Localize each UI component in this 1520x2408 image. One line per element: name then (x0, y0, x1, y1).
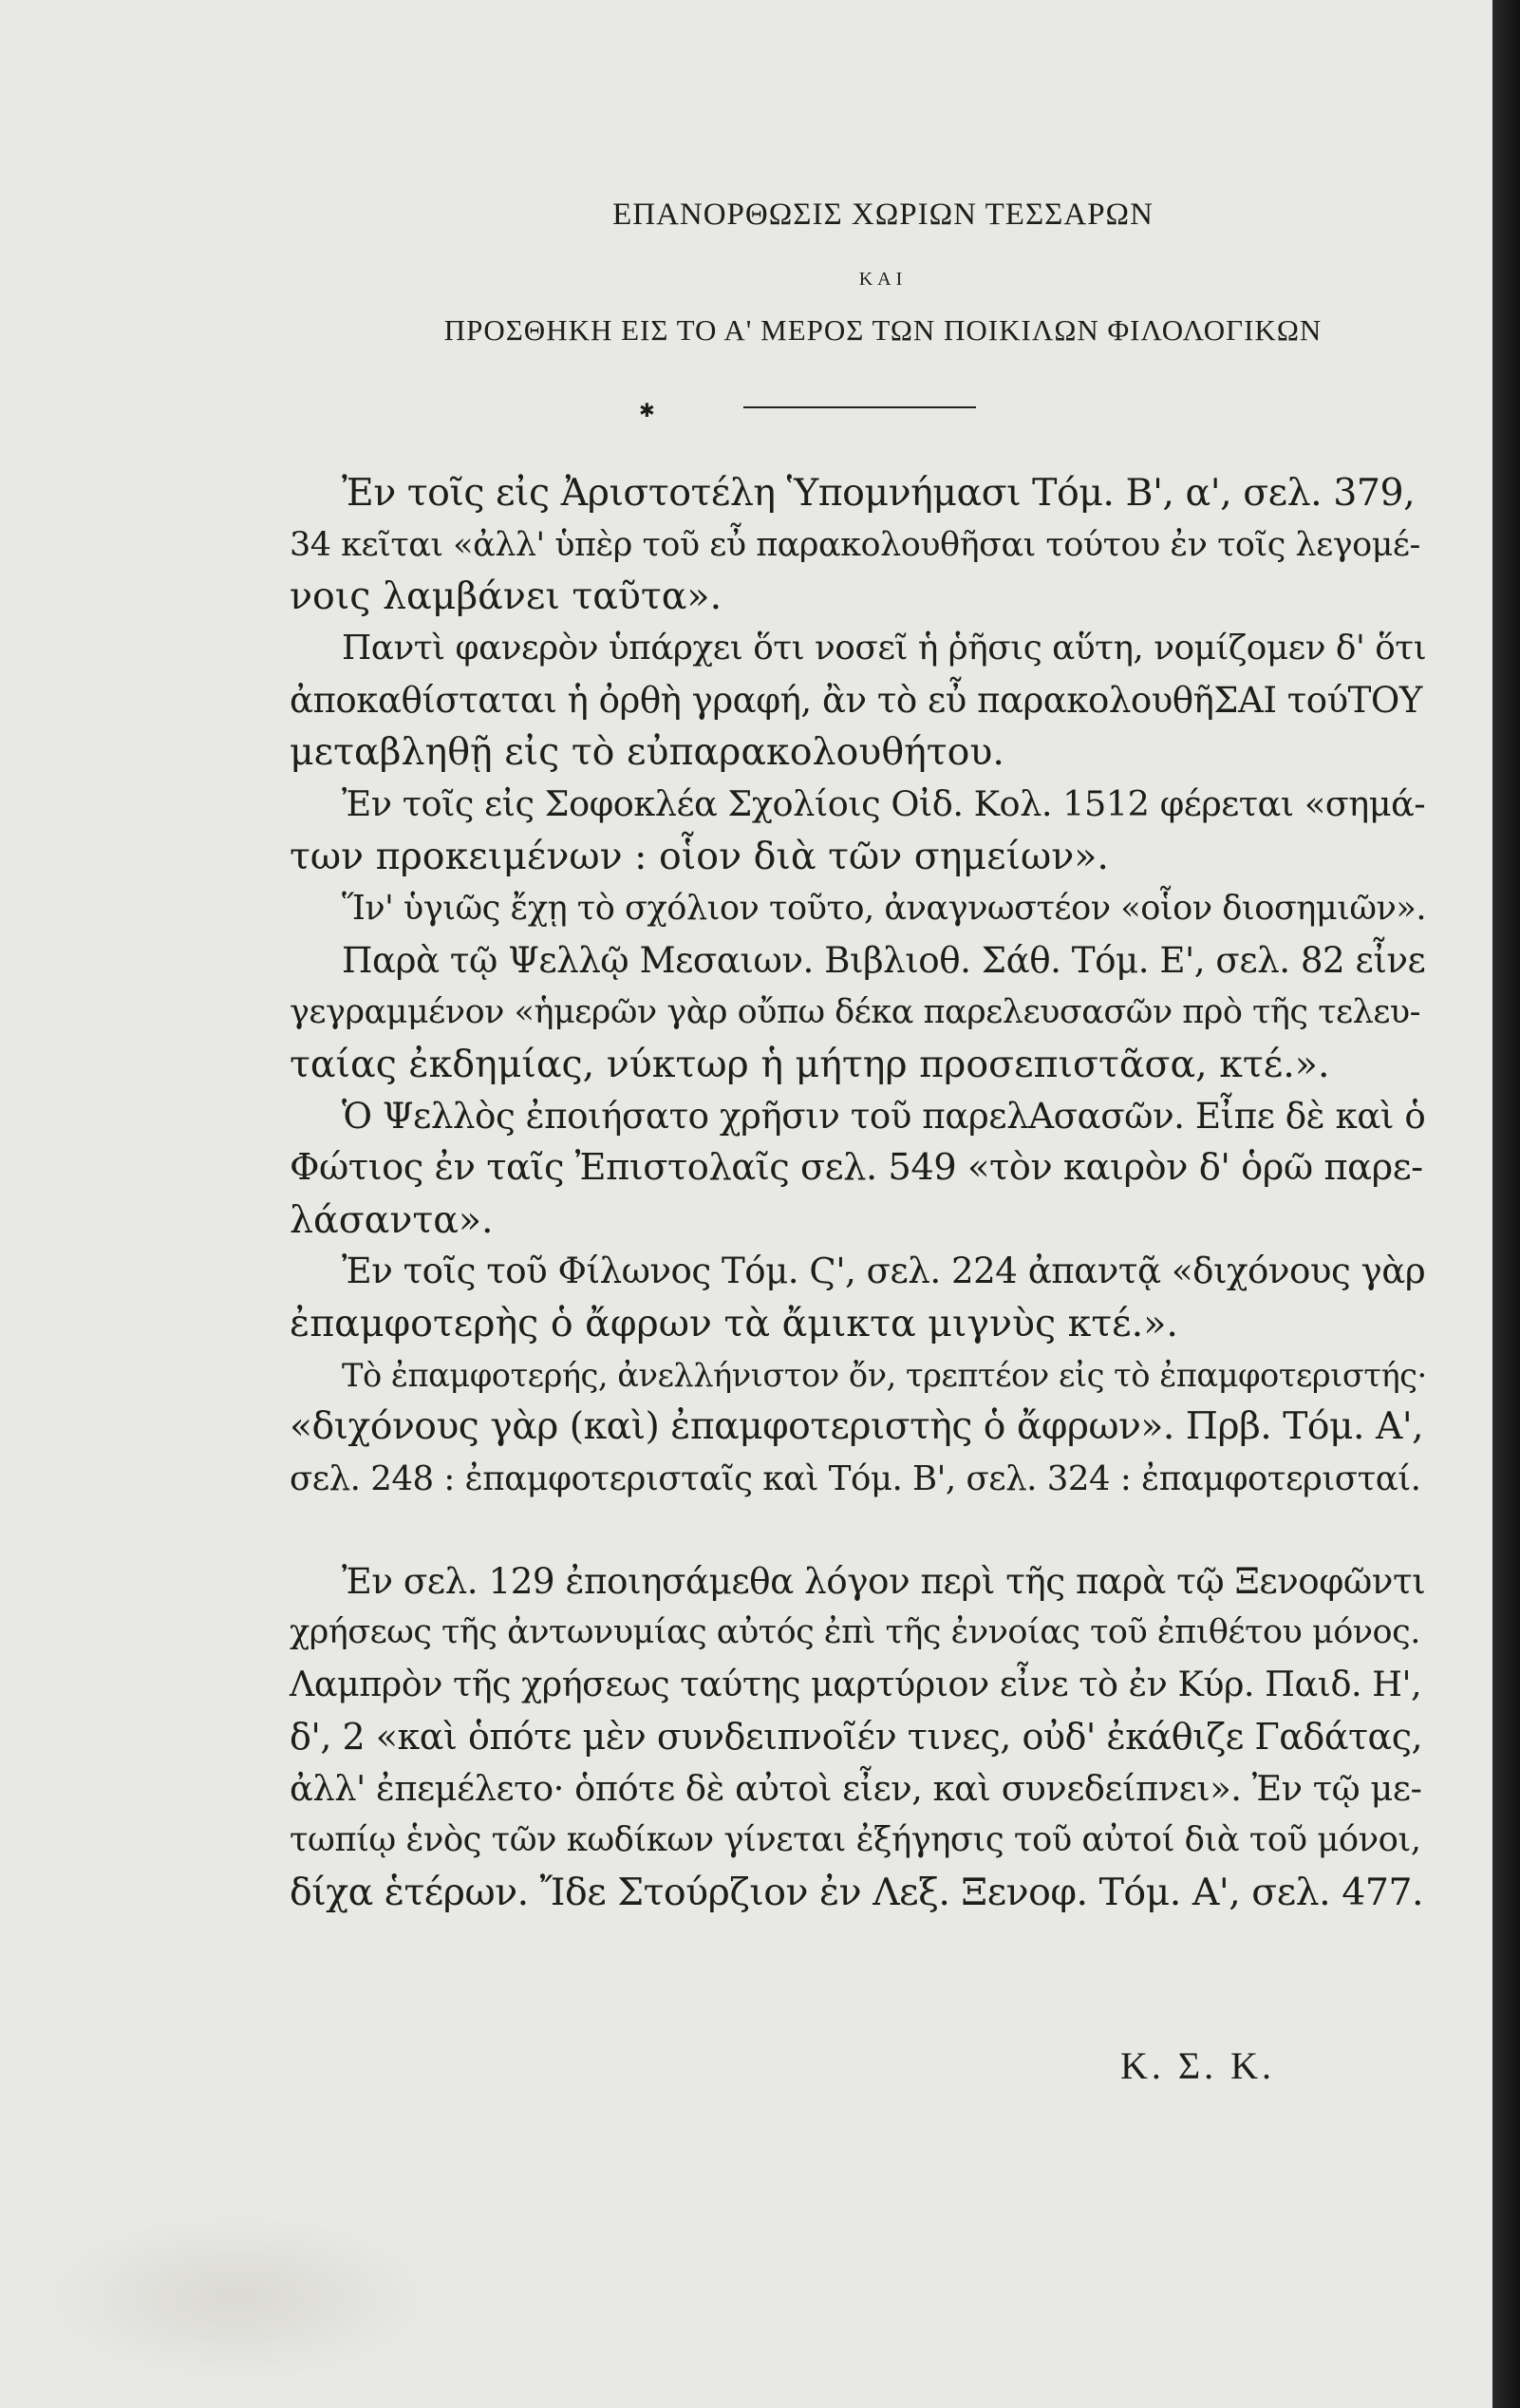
text-line: Λαμπρὸν τῆς χρήσεως ταύτης μαρτύριον εἶνε τὸ ἐν Κύρ. Παιδ. Η', (290, 1664, 1422, 1705)
asterisk-icon: ✱ (639, 399, 655, 422)
text-line: Παντὶ φανερὸν ὑπάρχει ὅτι νοσεῖ ἡ ῥῆσις αὕτη, νομίζομεν δ' ὅτι (342, 629, 1427, 668)
text-line: μεταβληθῇ εἰς τὸ εὐπαρακολουθήτου. (290, 730, 1004, 775)
text-line: Παρὰ τῷ Ψελλῷ Μεσαιων. Βιβλιοθ. Σάθ. Τόμ. Ε', σελ. 82 εἶνε (342, 939, 1426, 982)
title-line-2: ΠΡΟΣΘΗΚΗ ΕΙΣ ΤΟ Α' ΜΕΡΟΣ ΤΩΝ ΠΟΙΚΙΛΩΝ ΦΙΛΟΛΟΓΙΚΩΝ (443, 313, 1323, 347)
text-line: σελ. 248 : ἐπαμφοτερισταῖς καὶ Τόμ. Β', σελ. 324 : ἐπαμφοτερισταί. (290, 1459, 1421, 1499)
text-line: δ', 2 «καὶ ὁπότε μὲν συνδειπνοῖέν τινες, οὐδ' ἐκάθιζε Γαδάτας, (290, 1715, 1423, 1758)
text-line: Ἵν' ὑγιῶς ἔχῃ τὸ σχόλιον τοῦτο, ἀναγνωστέον «οἷον διοσημιῶν». (342, 888, 1427, 928)
text-line: των προκειμένων : οἷον διὰ τῶν σημείων». (290, 834, 1109, 878)
text-line: Φώτιος ἐν ταῖς Ἐπιστολαῖς σελ. 549 «τὸν καιρὸν δ' ὁρῶ παρε- (290, 1145, 1423, 1189)
text-line: χρήσεως τῆς ἀντωνυμίας αὐτός ἐπὶ τῆς ἐννοίας τοῦ ἐπιθέτου μόνος. (290, 1613, 1420, 1652)
title-line-1: ΕΠΑΝΟΡΘΩΣΙΣ ΧΩΡΙΩΝ ΤΕΣΣΑΡΩΝ (612, 198, 1154, 232)
title-conjunction: ΚΑΙ (858, 269, 908, 290)
text-line: ἀλλ' ἐπεμέλετο· ὁπότε δὲ αὐτοὶ εἶεν, καὶ συνεδείπνει». Ἐν τῷ με- (290, 1767, 1422, 1809)
page-stain (38, 2212, 437, 2383)
text-line: Ἐν τοῖς εἰς Σοφοκλέα Σχολίοις Οἰδ. Κολ. 1512 φέρεται «σημά- (342, 783, 1426, 825)
text-line: ταίας ἐκδημίας, νύκτωρ ἡ μήτηρ προσεπιστᾶσα, κτέ.». (290, 1042, 1330, 1086)
text-line: γεγραμμένον «ἡμερῶν γὰρ οὔπω δέκα παρελευσασῶν πρὸ τῆς τελευ- (290, 992, 1420, 1031)
text-line: Ἐν σελ. 129 ἐποιησάμεθα λόγον περὶ τῆς παρὰ τῷ Ξενοφῶντι (342, 1559, 1426, 1602)
text-line: Ἐν τοῖς τοῦ Φίλωνος Τόμ. Ϛ', σελ. 224 ἀπαντᾷ «διχόνους γὰρ (342, 1251, 1426, 1292)
text-line: τωπίῳ ἑνὸς τῶν κωδίκων γίνεται ἐξήγησις τοῦ αὐτοί διὰ τοῦ μόνοι, (290, 1820, 1421, 1860)
paragraph-gap (290, 1506, 1424, 1555)
text-line: ἀποκαθίσταται ἡ ὀρθὴ γραφή, ἂν τὸ εὖ παρακολουθῆΣΑΙ τούΤΟΥ (290, 679, 1422, 721)
author-signature: Κ. Σ. Κ. (1120, 2044, 1276, 2087)
text-line: Ὁ Ψελλὸς ἐποιήσατο χρῆσιν τοῦ παρελΑσασῶν. Εἶπε δὲ καὶ ὁ (342, 1095, 1426, 1138)
text-line: «διχόνους γὰρ (καὶ) ἐπαμφοτεριστὴς ὁ ἄφρων». Πρβ. Τόμ. Α', (290, 1405, 1424, 1449)
text-line: Τὸ ἐπαμφοτερής, ἀνελλήνιστον ὄν, τρεπτέον εἰς τὸ ἐπαμφοτεριστής· (342, 1356, 1427, 1394)
text-line: ἐπαμφοτερὴς ὁ ἄφρων τὰ ἄμικτα μιγνὺς κτέ.». (290, 1302, 1178, 1345)
page-edge (1492, 0, 1520, 2408)
text-line: 34 κεῖται «ἀλλ' ὑπὲρ τοῦ εὖ παρακολουθῆσαι τούτου ἐν τοῖς λεγομέ- (290, 525, 1420, 564)
text-body (290, 467, 1427, 1919)
text-line: δίχα ἑτέρων. Ἴδε Στούρζιον ἐν Λεξ. Ξενοφ. Τόμ. Α', σελ. 477. (290, 1870, 1424, 1914)
title-divider (743, 406, 976, 408)
text-line: νοις λαμβάνει ταῦτα». (290, 574, 722, 619)
text-line: Ἐν τοῖς εἰς Ἀριστοτέλη Ὑπομνήμασι Τόμ. Β', α', σελ. 379, (342, 471, 1416, 515)
text-line: λάσαντα». (290, 1197, 494, 1242)
